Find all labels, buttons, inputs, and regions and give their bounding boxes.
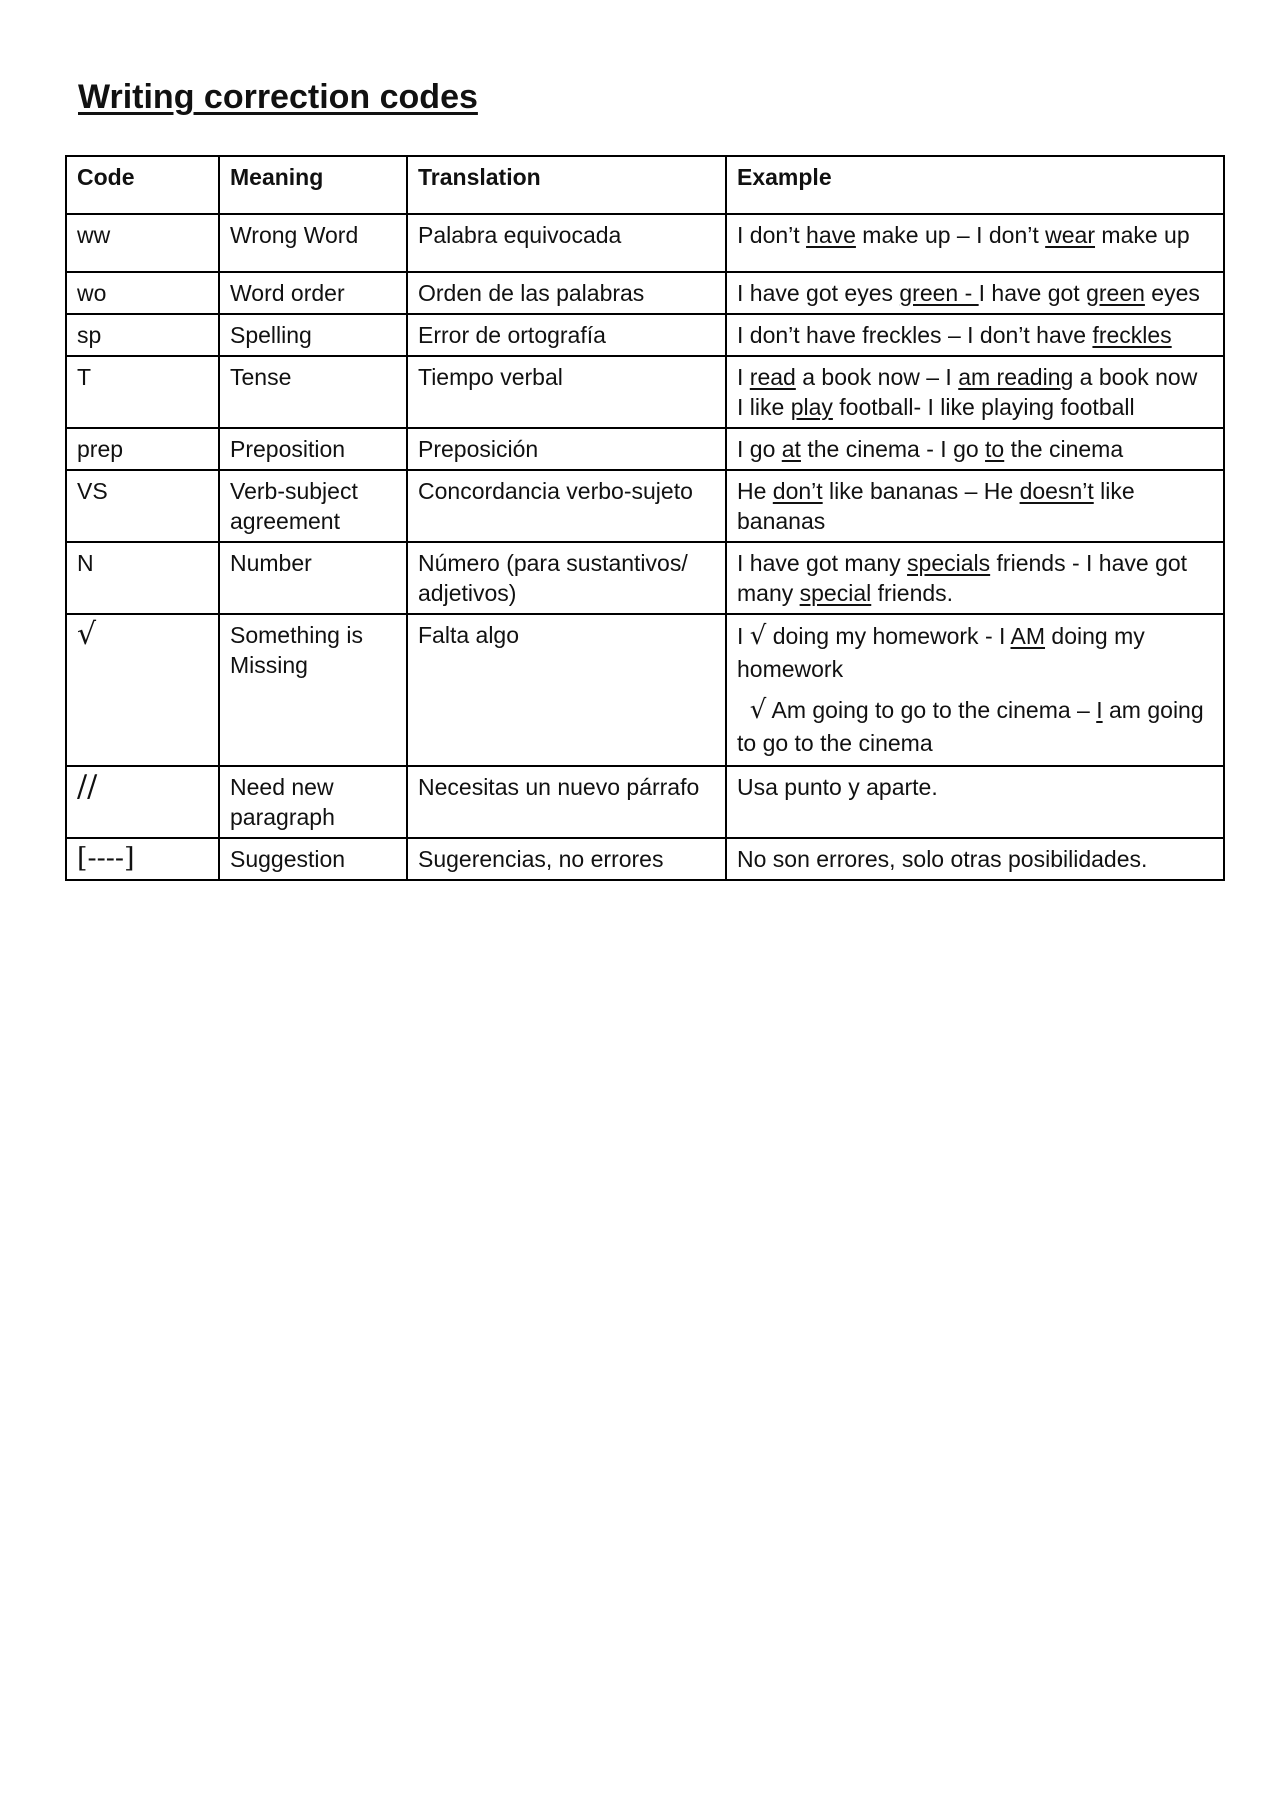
table-row (66, 614, 1224, 766)
meaning-cell: Number (219, 542, 407, 614)
header-translation: Translation (407, 156, 726, 214)
meaning-cell: Word order (219, 272, 407, 314)
meaning-cell: Need new paragraph (219, 766, 407, 838)
meaning-cell: Wrong Word (219, 214, 407, 272)
translation-cell: Concordancia verbo-sujeto (407, 470, 726, 542)
page-title: Writing correction codes (78, 78, 478, 116)
meaning-cell: Suggestion (219, 838, 407, 880)
check-mark-icon: √ (749, 621, 767, 651)
header-example: Example (726, 156, 1224, 214)
code-cell: sp (66, 314, 219, 356)
example-cell: He don’t like bananas – He doesn’t like bananas (726, 470, 1224, 542)
translation-cell: Necesitas un nuevo párrafo (407, 766, 726, 838)
translation-cell: Sugerencias, no errores (407, 838, 726, 880)
code-cell: // (66, 766, 219, 838)
translation-cell: Falta algo (407, 614, 726, 766)
example-cell: Usa punto y aparte. (726, 766, 1224, 838)
table-row (66, 356, 1224, 428)
code-cell: [----] (66, 838, 219, 880)
example-cell: I √ doing my homework - I AM doing my homework √ Am going to go to the cinema – I am going to go to the cinema (726, 614, 1224, 766)
header-meaning: Meaning (219, 156, 407, 214)
code-cell: VS (66, 470, 219, 542)
table-row (66, 314, 1224, 356)
example-cell: No son errores, solo otras posibilidades. (726, 838, 1224, 880)
translation-cell: Número (para sustantivos/ adjetivos) (407, 542, 726, 614)
translation-cell: Orden de las palabras (407, 272, 726, 314)
header-code: Code (66, 156, 219, 214)
table-row (66, 214, 1224, 272)
meaning-cell: Verb-subject agreement (219, 470, 407, 542)
code-cell: √ (66, 614, 219, 766)
translation-cell: Error de ortografía (407, 314, 726, 356)
example-cell: I go at the cinema - I go to the cinema (726, 428, 1224, 470)
table-row (66, 542, 1224, 614)
meaning-cell: Preposition (219, 428, 407, 470)
table-header-row (66, 156, 1224, 214)
table-row (66, 470, 1224, 542)
table-row (66, 838, 1224, 880)
table-row (66, 428, 1224, 470)
code-cell: wo (66, 272, 219, 314)
table-row (66, 766, 1224, 838)
translation-cell: Palabra equivocada (407, 214, 726, 272)
meaning-cell: Something is Missing (219, 614, 407, 766)
translation-cell: Preposición (407, 428, 726, 470)
check-mark-icon: √ (749, 695, 767, 725)
example-cell: I don’t have make up – I don’t wear make up (726, 214, 1224, 272)
meaning-cell: Tense (219, 356, 407, 428)
example-cell: I read a book now – I am reading a book now I like play football- I like playing football (726, 356, 1224, 428)
table-row (66, 272, 1224, 314)
code-cell: N (66, 542, 219, 614)
example-cell: I have got eyes green - I have got green eyes (726, 272, 1224, 314)
translation-cell: Tiempo verbal (407, 356, 726, 428)
code-cell: T (66, 356, 219, 428)
code-cell: prep (66, 428, 219, 470)
example-cell: I have got many specials friends - I have got many special friends. (726, 542, 1224, 614)
meaning-cell: Spelling (219, 314, 407, 356)
correction-codes-table (65, 155, 1225, 881)
code-cell: ww (66, 214, 219, 272)
example-cell: I don’t have freckles – I don’t have freckles (726, 314, 1224, 356)
